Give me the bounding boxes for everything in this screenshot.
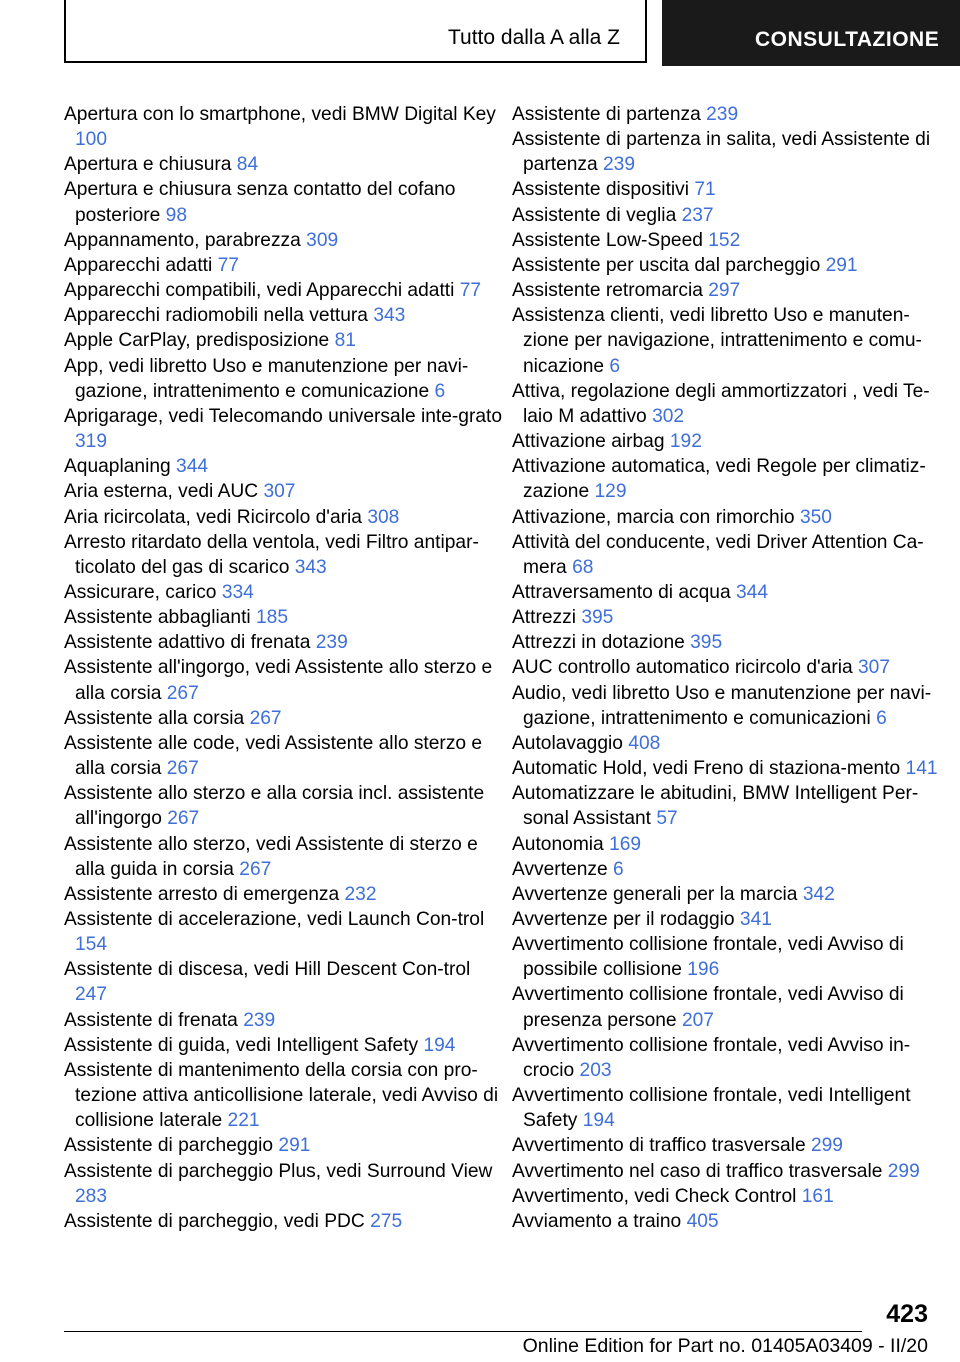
page-reference-link[interactable]: 341 xyxy=(739,909,772,930)
page-reference-link[interactable]: 154 xyxy=(75,934,108,956)
page-reference-link[interactable]: 275 xyxy=(370,1210,403,1232)
index-entry xyxy=(512,655,952,680)
entry-text: Avvertimento collisione frontale, vedi Avviso di possibile collisione xyxy=(512,934,904,981)
page-reference-link[interactable]: 232 xyxy=(344,883,377,905)
index-entry xyxy=(64,1033,504,1058)
index-entry xyxy=(512,982,952,1032)
index-entry xyxy=(512,429,952,454)
page-reference-link[interactable]: 192 xyxy=(669,431,702,453)
index-entry xyxy=(64,1159,504,1209)
index-entry xyxy=(64,731,504,781)
page-reference-link[interactable]: 395 xyxy=(690,632,723,654)
page-reference-link[interactable]: 194 xyxy=(423,1034,456,1056)
entry-text: Assistente arresto di emergenza xyxy=(64,883,340,905)
index-entry xyxy=(64,580,504,605)
index-entry xyxy=(64,228,504,253)
entry-text: Assistente abbaglianti xyxy=(64,607,251,629)
entry-text: Assistente di partenza in salita, vedi Assistente di partenza xyxy=(512,129,931,176)
page-reference-link[interactable]: 267 xyxy=(167,808,200,830)
index-entry xyxy=(512,1159,952,1184)
index-entry xyxy=(512,857,952,882)
entry-text: Avvertimento di traffico trasversale xyxy=(512,1135,806,1157)
entry-text: Attrezzi in dotazione xyxy=(512,632,685,654)
entry-text: Arresto ritardato della ventola, vedi Filtro antipar-ticolato del gas di scarico xyxy=(64,531,479,578)
index-entry xyxy=(512,278,952,303)
index-entry xyxy=(512,832,952,857)
index-entry xyxy=(512,454,952,504)
index-entry xyxy=(512,1133,952,1158)
index-entry xyxy=(512,253,952,278)
index-entry xyxy=(64,454,504,479)
index-entry xyxy=(512,303,952,378)
entry-text: Assistente dispositivi xyxy=(512,179,690,201)
entry-text: Assistenza clienti, vedi libretto Uso e manuten-zione per navigazione, intrattenimento e comu-nicazione xyxy=(512,305,922,377)
page-reference-link[interactable]: 395 xyxy=(581,607,614,629)
page-reference-link[interactable]: 203 xyxy=(579,1059,612,1081)
page-reference-link[interactable]: 152 xyxy=(708,229,741,251)
entry-text: Apertura e chiusura senza contatto del cofano posteriore xyxy=(64,179,456,226)
page-reference-link[interactable]: 100 xyxy=(75,129,108,151)
index-entry xyxy=(512,580,952,605)
entry-text: Assistente di frenata xyxy=(64,1009,238,1031)
entry-text: Assistente di veglia xyxy=(512,204,677,226)
index-entry xyxy=(64,605,504,630)
page-reference-link[interactable]: 68 xyxy=(572,556,594,578)
page-reference-link[interactable]: 350 xyxy=(799,506,832,528)
entry-text: Attraversamento di acqua xyxy=(512,581,731,603)
entry-text: Attrezzi xyxy=(512,607,576,629)
footer-divider xyxy=(64,1331,862,1332)
page-reference-link[interactable]: 307 xyxy=(263,481,296,503)
entry-text: Assistente Low-Speed xyxy=(512,229,703,251)
page-reference-link[interactable]: 291 xyxy=(825,254,858,276)
entry-text: Attiva, regolazione degli ammortizzatori , vedi Te-laio M adattivo xyxy=(512,380,930,427)
index-entry xyxy=(64,1058,504,1133)
entry-text: AUC controllo automatico ricircolo d'aria xyxy=(512,657,853,679)
page-reference-link[interactable]: 81 xyxy=(334,330,356,352)
page-reference-link[interactable]: 342 xyxy=(802,883,835,905)
page-reference-link[interactable]: 84 xyxy=(236,154,259,176)
index-entry xyxy=(64,278,504,303)
page-reference-link[interactable]: 221 xyxy=(227,1110,260,1132)
page-reference-link[interactable]: 207 xyxy=(681,1009,714,1031)
entry-text: Autonomia xyxy=(512,833,604,855)
index-entry xyxy=(512,127,952,177)
index-entry xyxy=(64,882,504,907)
page-reference-link[interactable]: 267 xyxy=(249,707,282,729)
page-reference-link[interactable]: 344 xyxy=(176,456,209,478)
index-entry xyxy=(64,1008,504,1033)
entry-text: Aria esterna, vedi AUC xyxy=(64,481,259,503)
entry-text: Avvertenze per il rodaggio xyxy=(512,909,735,930)
index-entry xyxy=(64,781,504,831)
page-reference-link[interactable]: 129 xyxy=(594,481,627,503)
index-entry xyxy=(64,655,504,705)
index-entry xyxy=(512,203,952,228)
page-reference-link[interactable]: 283 xyxy=(75,1185,108,1207)
page-reference-link[interactable]: 71 xyxy=(694,179,716,201)
page-reference-link[interactable]: 77 xyxy=(459,280,482,302)
index-entry xyxy=(512,756,952,781)
page-reference-link[interactable]: 267 xyxy=(239,858,272,880)
entry-text: Assistente alle code, vedi Assistente allo sterzo e alla corsia xyxy=(64,732,483,780)
page-reference-link[interactable]: 239 xyxy=(706,104,739,125)
entry-text: Autolavaggio xyxy=(512,732,623,754)
index-entry xyxy=(512,731,952,756)
entry-text: Avvertimento collisione frontale, vedi Avviso di presenza persone xyxy=(512,984,904,1031)
index-entry xyxy=(512,228,952,253)
entry-text: Avvertimento collisione frontale, vedi Avviso in-crocio xyxy=(512,1034,911,1081)
entry-text: Apertura e chiusura xyxy=(64,154,232,176)
entry-text: Apple CarPlay, predisposizione xyxy=(64,330,330,352)
entry-text: Aria ricircolata, vedi Ricircolo d'aria xyxy=(64,506,362,528)
entry-text: Assistente alla corsia xyxy=(64,707,245,729)
index-entry xyxy=(64,303,504,328)
page-reference-link[interactable]: 239 xyxy=(315,632,348,654)
index-entry xyxy=(512,379,952,429)
page-reference-link[interactable]: 98 xyxy=(165,204,188,226)
entry-text: Appannamento, parabrezza xyxy=(64,229,301,251)
index-entry xyxy=(64,832,504,882)
index-entry xyxy=(512,505,952,530)
page-reference-link[interactable]: 169 xyxy=(609,833,642,855)
page-reference-link[interactable]: 267 xyxy=(166,682,199,704)
index-entry xyxy=(512,102,952,127)
index-entry xyxy=(64,505,504,530)
entry-text: Assicurare, carico xyxy=(64,581,217,603)
page-reference-link[interactable]: 309 xyxy=(306,229,339,251)
page-reference-link[interactable]: 6 xyxy=(609,355,621,377)
page-reference-link[interactable]: 57 xyxy=(656,808,678,830)
entry-text: Avvertimento collisione frontale, vedi Intelligent Safety xyxy=(512,1085,911,1132)
page-reference-link[interactable]: 408 xyxy=(628,732,661,754)
page-reference-link[interactable]: 405 xyxy=(686,1210,719,1232)
page-reference-link[interactable]: 185 xyxy=(256,607,289,629)
index-column-right xyxy=(512,102,952,1234)
index-entry xyxy=(512,1083,952,1133)
index-entry xyxy=(64,530,504,580)
index-entry xyxy=(512,907,952,932)
index-entry xyxy=(512,1209,952,1234)
entry-text: Assistente di mantenimento della corsia con pro-tezione attiva anticollisione laterale, vedi Avviso di collisione laterale xyxy=(64,1059,499,1132)
entry-text: Assistente all'ingorgo, vedi Assistente allo sterzo e alla corsia xyxy=(64,657,493,704)
index-entry xyxy=(64,479,504,504)
page-reference-link[interactable]: 302 xyxy=(652,405,685,427)
index-entry xyxy=(64,253,504,278)
index-entry xyxy=(64,1209,504,1234)
entry-text: Apparecchi compatibili, vedi Apparecchi adatti xyxy=(64,280,455,302)
entry-text: Assistente di parcheggio xyxy=(64,1135,274,1157)
index-entry xyxy=(512,530,952,580)
entry-text: Assistente di parcheggio, vedi PDC xyxy=(64,1210,365,1232)
page-reference-link[interactable]: 239 xyxy=(243,1009,276,1031)
page-reference-link[interactable]: 196 xyxy=(687,959,720,981)
index-entry xyxy=(512,177,952,202)
index-entry xyxy=(64,102,504,152)
page-reference-link[interactable]: 344 xyxy=(736,581,769,603)
index-entry xyxy=(512,932,952,982)
page-reference-link[interactable]: 6 xyxy=(434,380,446,402)
page-number: 423 xyxy=(886,1300,928,1328)
page-reference-link[interactable]: 299 xyxy=(810,1135,843,1157)
index-entry xyxy=(512,1033,952,1083)
index-entry xyxy=(512,630,952,655)
page-reference-link[interactable]: 267 xyxy=(166,758,199,780)
entry-text: Attivazione airbag xyxy=(512,431,665,453)
entry-text: Apparecchi radiomobili nella vettura xyxy=(64,305,368,327)
index-entry xyxy=(512,781,952,831)
entry-text: Apparecchi adatti xyxy=(64,254,213,276)
index-entry xyxy=(512,882,952,907)
index-column-left xyxy=(64,102,504,1234)
entry-text: Assistente allo sterzo, vedi Assistente di sterzo e alla guida in corsia xyxy=(64,833,478,880)
entry-text: App, vedi libretto Uso e manutenzione per navi-gazione, intrattenimento e comunicazione xyxy=(64,355,469,402)
entry-text: Avviamento a traino xyxy=(512,1210,682,1232)
entry-text: Automatizzare le abitudini, BMW Intelligent Per-sonal Assistant xyxy=(512,783,919,830)
index-entry xyxy=(64,152,504,177)
page-reference-link[interactable]: 319 xyxy=(75,431,108,453)
index-entry xyxy=(64,328,504,353)
index-entry xyxy=(512,605,952,630)
page-reference-link[interactable]: 239 xyxy=(603,154,636,176)
index-entry xyxy=(64,907,504,957)
index-entry xyxy=(64,957,504,1007)
page-reference-link[interactable]: 299 xyxy=(887,1160,920,1182)
index-entry xyxy=(64,1133,504,1158)
index-entry xyxy=(64,354,504,404)
page-reference-link[interactable]: 297 xyxy=(708,280,741,302)
page-reference-link[interactable]: 291 xyxy=(278,1135,311,1157)
page-reference-link[interactable]: 334 xyxy=(221,581,254,603)
page-reference-link[interactable]: 77 xyxy=(217,254,239,276)
index-entry xyxy=(64,706,504,731)
entry-text: Avvertenze xyxy=(512,858,608,880)
chapter-tab: CONSULTAZIONE xyxy=(662,0,960,66)
entry-text: Aprigarage, vedi Telecomando universale inte-grato xyxy=(64,405,503,427)
entry-text: Assistente di parcheggio Plus, vedi Surround View xyxy=(64,1160,493,1182)
entry-text: Apertura con lo smartphone, vedi BMW Digital Key xyxy=(64,104,496,125)
page-reference-link[interactable]: 307 xyxy=(858,657,891,679)
page-reference-link[interactable]: 6 xyxy=(876,707,887,729)
page-reference-link[interactable]: 161 xyxy=(801,1185,834,1207)
entry-text: Assistente allo sterzo e alla corsia incl. assistente all'ingorgo xyxy=(64,783,485,830)
page-reference-link[interactable]: 343 xyxy=(373,305,406,327)
index-entry xyxy=(64,630,504,655)
section-title: Tutto dalla A alla Z xyxy=(448,26,620,49)
footer-edition: Online Edition for Part no. 01405A03409 - II/20 xyxy=(522,1335,928,1357)
entry-text: Avvertimento, vedi Check Control xyxy=(512,1185,797,1207)
entry-text: Attivazione automatica, vedi Regole per climatiz-zazione xyxy=(512,456,926,503)
page-reference-link[interactable]: 343 xyxy=(294,556,327,578)
index-entry xyxy=(512,1184,952,1209)
page-reference-link[interactable]: 6 xyxy=(612,858,624,880)
page-reference-link[interactable]: 247 xyxy=(75,984,108,1006)
page-reference-link[interactable]: 308 xyxy=(367,506,400,528)
index-entry xyxy=(512,681,952,731)
page-reference-link[interactable]: 237 xyxy=(681,204,714,226)
index-entry xyxy=(64,177,504,227)
entry-text: Automatic Hold, vedi Freno di staziona-mento xyxy=(512,758,901,780)
page-reference-link[interactable]: 141 xyxy=(905,758,938,780)
entry-text: Audio, vedi libretto Uso e manutenzione per navi-gazione, intrattenimento e comunicazioni xyxy=(512,682,932,729)
entry-text: Attivazione, marcia con rimorchio xyxy=(512,506,795,528)
entry-text: Assistente per uscita dal parcheggio xyxy=(512,254,821,276)
page-reference-link[interactable]: 194 xyxy=(582,1110,615,1132)
entry-text: Assistente di accelerazione, vedi Launch Con-trol xyxy=(64,909,485,930)
entry-text: Assistente adattivo di frenata xyxy=(64,632,311,654)
entry-text: Aquaplaning xyxy=(64,456,171,478)
entry-text: Assistente di guida, vedi Intelligent Safety xyxy=(64,1034,419,1056)
entry-text: Assistente di discesa, vedi Hill Descent Con-trol xyxy=(64,959,471,981)
entry-text: Attività del conducente, vedi Driver Attention Ca-mera xyxy=(512,531,924,578)
entry-text: Assistente retromarcia xyxy=(512,280,703,302)
index-entry xyxy=(64,404,504,454)
entry-text: Avvertenze generali per la marcia xyxy=(512,883,798,905)
entry-text: Assistente di partenza xyxy=(512,104,701,125)
entry-text: Avvertimento nel caso di traffico trasversale xyxy=(512,1160,883,1182)
